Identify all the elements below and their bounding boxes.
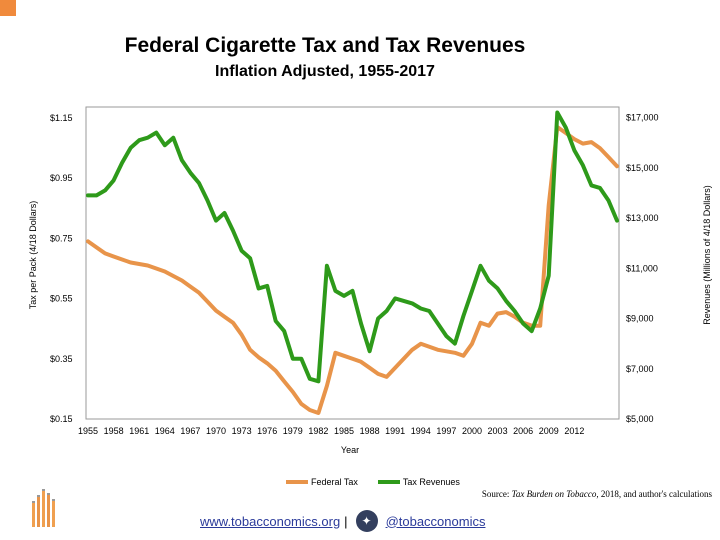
left-axis-ticks <box>50 113 73 424</box>
twitter-bird-icon: ✦ <box>356 510 378 532</box>
x-tick-label: 1979 <box>282 426 303 436</box>
footer-separator: | <box>344 513 348 529</box>
x-tick-label: 1988 <box>359 426 380 436</box>
y-axis-right-label: Revenues (Millions of 4/18 Dollars) <box>702 185 712 325</box>
y-right-tick-label: $17,000 <box>626 112 659 123</box>
chart-legend <box>286 477 474 487</box>
series-group <box>88 113 617 414</box>
x-tick-label: 1985 <box>333 426 354 436</box>
y-axis-left-label: Tax per Pack (4/18 Dollars) <box>28 200 38 310</box>
x-tick-label: 1964 <box>154 426 175 436</box>
x-tick-label: 1970 <box>205 426 227 436</box>
x-tick-label: 1982 <box>308 426 329 436</box>
x-tick-label: 1994 <box>410 426 431 436</box>
x-tick-label: 2012 <box>564 426 585 436</box>
y-right-tick-label: $13,000 <box>626 213 659 224</box>
series-line-tax-revenues <box>88 113 617 382</box>
chart-subtitle: Inflation Adjusted, 1955-2017 <box>215 63 435 80</box>
x-axis-ticks <box>78 426 584 436</box>
legend-swatch-federal-tax <box>286 480 308 484</box>
y-left-tick-label: $0.35 <box>50 353 73 364</box>
source-prefix: Source: <box>481 489 512 499</box>
legend-label-tax-revenues: Tax Revenues <box>402 477 460 487</box>
y-right-tick-label: $9,000 <box>626 313 654 324</box>
plot-area-frame <box>86 107 619 419</box>
y-right-tick-label: $11,000 <box>626 263 658 274</box>
x-tick-label: 1961 <box>129 426 150 436</box>
footer <box>200 510 485 532</box>
legend-item-federal-tax <box>286 477 358 487</box>
x-tick-label: 1958 <box>103 426 124 436</box>
right-axis-ticks <box>626 113 659 424</box>
x-tick-label: 1955 <box>78 426 99 436</box>
x-tick-label: 2009 <box>538 426 559 436</box>
x-tick-label: 1997 <box>436 426 457 436</box>
y-left-tick-label: $0.95 <box>50 173 73 184</box>
x-tick-label: 1976 <box>257 426 278 436</box>
source-note <box>482 489 712 499</box>
series-line-federal-tax <box>88 127 617 413</box>
legend-swatch-tax-revenues <box>378 480 400 484</box>
y-left-tick-label: $0.15 <box>50 414 73 424</box>
chart-title: Federal Cigarette Tax and Tax Revenues <box>124 34 526 57</box>
x-tick-label: 1967 <box>180 426 201 436</box>
y-left-tick-label: $0.75 <box>50 233 73 244</box>
source-suffix: 2018, and author's calculations <box>598 489 712 499</box>
source-publication: Tax Burden on Tobacco, <box>511 489 599 499</box>
y-right-tick-label: $5,000 <box>626 414 654 424</box>
x-tick-label: 2003 <box>487 426 508 436</box>
y-right-tick-label: $7,000 <box>626 363 654 374</box>
y-left-tick-label: $1.15 <box>50 113 73 123</box>
y-right-tick-label: $15,000 <box>626 162 659 173</box>
cigarettes-bar-icon <box>30 485 60 527</box>
legend-item-tax-revenues <box>378 477 460 487</box>
x-tick-label: 2000 <box>461 426 482 436</box>
website-link[interactable]: www.tobacconomics.org <box>200 513 341 529</box>
legend-label-federal-tax: Federal Tax <box>311 477 358 487</box>
x-tick-label: 1973 <box>231 426 252 436</box>
y-left-tick-label: $0.55 <box>50 293 73 304</box>
x-tick-label: 1991 <box>385 426 406 436</box>
x-axis-label: Year <box>340 445 360 455</box>
x-tick-label: 2006 <box>513 426 534 436</box>
twitter-handle-link[interactable]: @tobacconomics <box>385 513 486 529</box>
